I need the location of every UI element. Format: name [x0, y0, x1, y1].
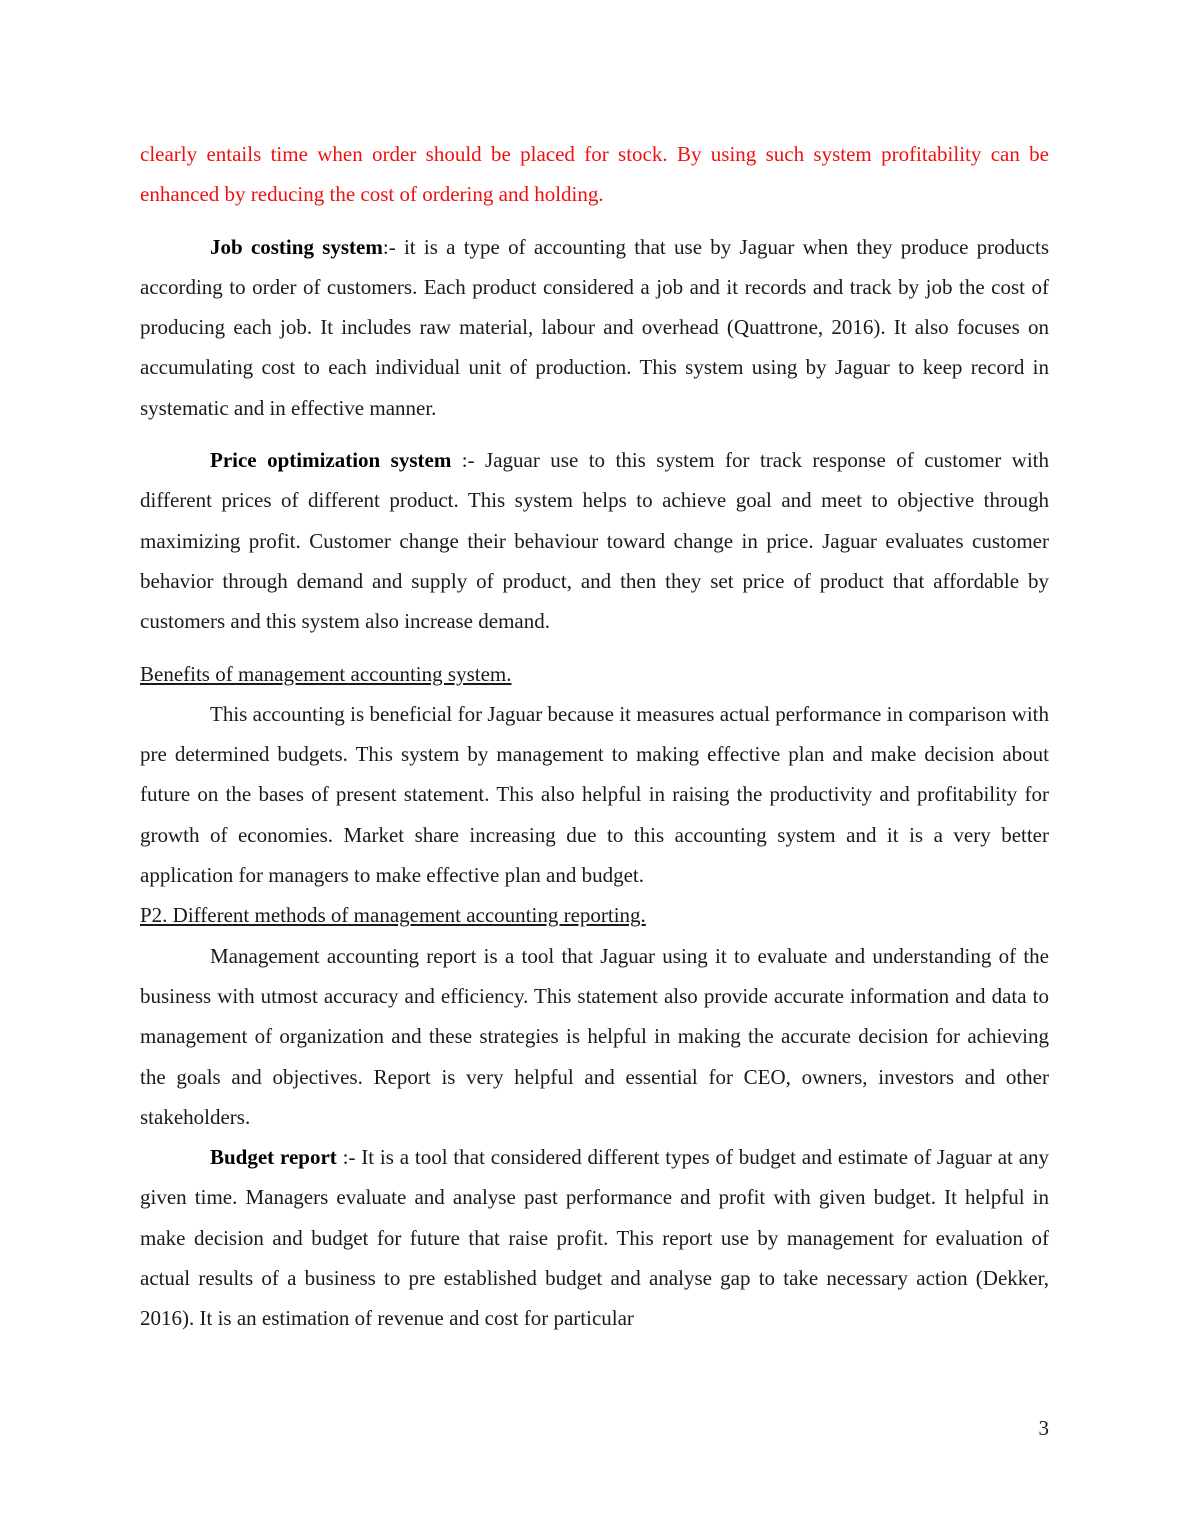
- job-costing-paragraph: [140, 227, 1049, 428]
- budget-report-paragraph: [140, 1137, 1049, 1338]
- job-costing-term: Job costing system: [210, 234, 383, 259]
- document-page: [140, 134, 1049, 1339]
- benefits-heading: Benefits of management accounting system.: [140, 661, 512, 686]
- price-optimization-text: :- Jaguar use to this system for track response of customer with different prices of different product. This system helps to achieve goal and meet to objective through maximizing profit. Customer change their behaviour toward change in price. Jaguar evaluates customer behavior through demand and supply of product, and then they set price of product that affordable by customers and this system also increase demand.: [140, 448, 1049, 634]
- job-costing-text: :- it is a type of accounting that use by Jaguar when they produce products according to order of customers. Each product considered a job and it records and track by job the cost of producing each job. It includes raw material, labour and overhead (Quattrone, 2016). It also focuses on accumulating cost to each individual unit of production. This system using by Jaguar to keep record in systematic and in effective manner.: [140, 234, 1049, 420]
- price-optimization-term: Price optimization system: [210, 448, 452, 473]
- p2-heading: P2. Different methods of management accounting reporting.: [140, 903, 646, 928]
- intro-red-paragraph: clearly entails time when order should be placed for stock. By using such system profitability can be enhanced by reducing the cost of ordering and holding.: [140, 142, 1049, 207]
- page-number: 3: [1038, 1416, 1049, 1440]
- budget-report-term: Budget report: [210, 1145, 337, 1170]
- price-optimization-paragraph: [140, 440, 1049, 641]
- benefits-paragraph: This accounting is beneficial for Jaguar because it measures actual performance in comparison with pre determined budgets. This system by management to making effective plan and make decision about future on the bases of present statement. This also helpful in raising the productivity and profitability for growth of economies. Market share increasing due to this accounting system and it is a very better application for managers to make effective plan and budget.: [140, 701, 1049, 888]
- p2-paragraph: Management accounting report is a tool that Jaguar using it to evaluate and understanding of the business with utmost accuracy and efficiency. This statement also provide accurate information and data to management of organization and these strategies is helpful in making the accurate decision for achieving the goals and objectives. Report is very helpful and essential for CEO, owners, investors and other stakeholders.: [140, 943, 1049, 1129]
- budget-report-text: :- It is a tool that considered different types of budget and estimate of Jaguar at any given time. Managers evaluate and analyse past performance and profit with given budget. It helpful in make decision and budget for future that raise profit. This report use by management for evaluation of actual results of a business to pre established budget and analyse gap to take necessary action (Dekker, 2016). It is an estimation of revenue and cost for particular: [140, 1145, 1050, 1331]
